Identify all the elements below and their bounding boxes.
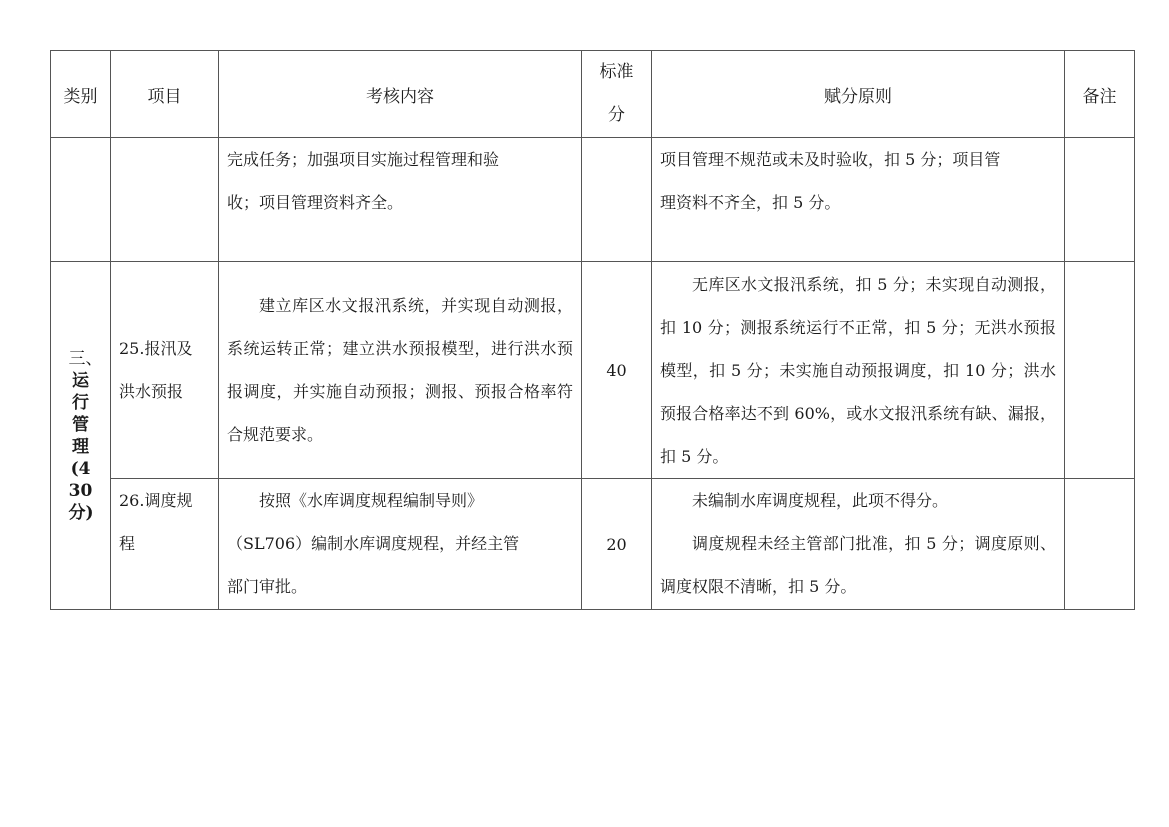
header-content: 考核内容 [219, 51, 582, 138]
standard-score-cell: 40 [582, 262, 652, 479]
category-cell [51, 138, 111, 262]
header-remark: 备注 [1065, 51, 1135, 138]
remark-cell [1065, 479, 1135, 610]
principle-text: 无库区水文报汛系统，扣 5 分；未实现自动测报，扣 10 分；测报系统运行不正常，扣 5 分；无洪水预报模型，扣 5 分；未实施自动预报调度，扣 10 分；洪水预报合格率达不到 60%，或水文报汛系统有缺、漏报，扣 5 分。 [660, 274, 1056, 466]
principle-cell [652, 262, 1065, 479]
principle-line: 未编制水库调度规程，此项不得分。 [692, 491, 949, 510]
table-row [51, 479, 1135, 610]
header-standard-line1: 标准 [599, 62, 634, 82]
category-group-label [68, 348, 103, 524]
content-cell [219, 138, 582, 262]
content-line: 部门审批。 [227, 577, 308, 596]
standard-score-cell [582, 138, 652, 262]
item-cell [111, 262, 219, 479]
principle-line: 调度规程未经主管部门批准，扣 5 分；调度原则、调度权限不清晰，扣 5 分。 [660, 534, 1056, 596]
content-line: （SL706）编制水库调度规程，并经主管 [227, 534, 520, 553]
assessment-table [50, 50, 1135, 610]
content-text: 建立库区水文报汛系统，并实现自动测报，系统运转正常；建立洪水预报模型，进行洪水预报调度，并实施自动预报；测报、预报合格率符合规范要求。 [227, 296, 573, 444]
header-standard-line2: 分 [608, 105, 625, 125]
item-cell [111, 138, 219, 262]
category-prefix: 三、 [68, 348, 103, 369]
category-group-cell [51, 262, 111, 610]
content-line: 完成任务；加强项目实施过程管理和验 [227, 150, 500, 169]
table-header-row [51, 51, 1135, 138]
principle-line: 项目管理不规范或未及时验收，扣 5 分；项目管 [660, 150, 1001, 169]
item-line: 程 [119, 534, 136, 553]
principle-cell [652, 479, 1065, 610]
principle-cell [652, 138, 1065, 262]
content-cell [219, 262, 582, 479]
table-row [51, 138, 1135, 262]
item-line: 洪水预报 [119, 382, 184, 401]
table-row [51, 262, 1135, 479]
header-principle: 赋分原则 [652, 51, 1065, 138]
item-line: 25.报汛及 [119, 339, 193, 358]
content-cell [219, 479, 582, 610]
header-category: 类别 [51, 51, 111, 138]
header-standard [582, 51, 652, 138]
content-line: 收；项目管理资料齐全。 [227, 193, 404, 212]
remark-cell [1065, 138, 1135, 262]
standard-score-cell: 20 [582, 479, 652, 610]
item-line: 26.调度规 [119, 491, 193, 510]
category-label: 运行管理(430 分) [68, 370, 94, 523]
principle-line: 理资料不齐全，扣 5 分。 [660, 193, 841, 212]
remark-cell [1065, 262, 1135, 479]
header-item: 项目 [111, 51, 219, 138]
item-cell [111, 479, 219, 610]
content-line: 按照《水库调度规程编制导则》 [259, 491, 484, 510]
